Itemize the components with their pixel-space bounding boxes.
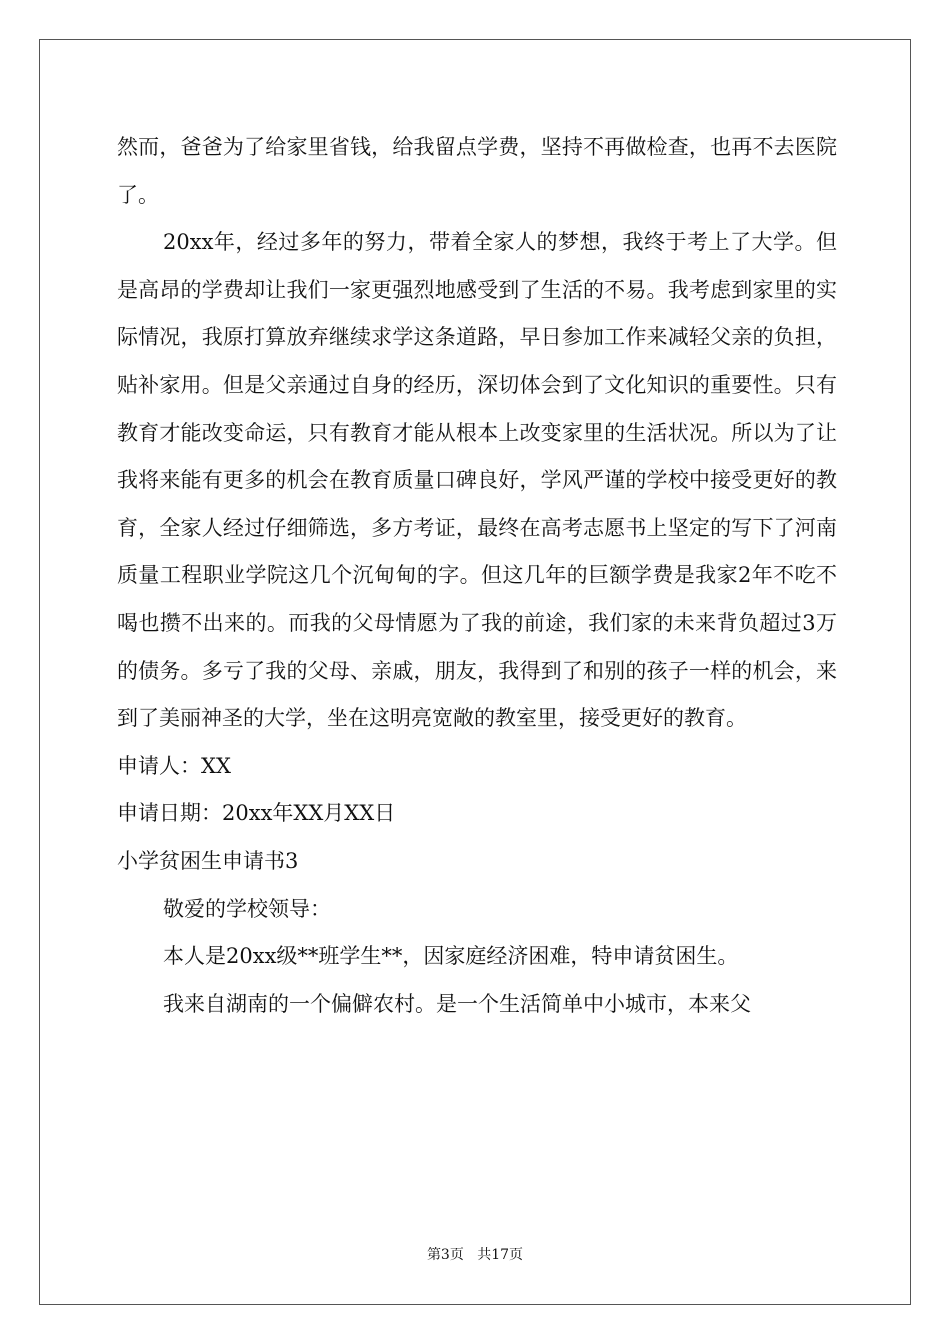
section-title: 小学贫困生申请书3 [117, 848, 299, 873]
page-total: 共17页 [477, 1247, 524, 1263]
page-footer [0, 1244, 950, 1264]
body-line-1: 本人是20xx级**班学生**，因家庭经济困难，特申请贫困生。 [163, 944, 739, 969]
paragraph-2: 20xx年，经过多年的努力，带着全家人的梦想，我终于考上了大学。但是高昂的学费却让我们一家更强烈地感受到了生活的不易。我考虑到家里的实际情况，我原打算放弃继续求学这条道路，早日参加工作来减轻父亲的负担，贴补家用。但是父亲通过自身的经历，深切体会到了文化知识的重要性。只有教育才能改变命运，只有教育才能从根本上改变家里的生活状况。所以为了让我将来能有更多的机会在教育质量口碑良好，学风严谨的学校中接受更好的教育，全家人经过仔细筛选，多方考证，最终在高考志愿书上坚定的写下了河南质量工程职业学院这几个沉甸甸的字。但这几年的巨额学费是我家2年不吃不喝也攒不出来的。而我的父母情愿为了我的前途，我们家的未来背负超过3万的债务。多亏了我的父母、亲戚，朋友，我得到了和别的孩子一样的机会，来到了美丽神圣的大学，坐在这明亮宽敞的教室里，接受更好的教育。 [117, 230, 837, 731]
document-body [117, 124, 837, 1028]
apply-date-line: 申请日期：20xx年XX月XX日 [117, 801, 396, 826]
body-line-2: 我来自湖南的一个偏僻农村。是一个生活简单中小城市，本来父 [163, 991, 751, 1016]
applicant-line: 申请人：XX [117, 753, 231, 778]
paragraph-1: 然而，爸爸为了给家里省钱，给我留点学费，坚持不再做检查，也再不去医院了。 [117, 135, 837, 207]
salutation: 敬爱的学校领导： [163, 896, 331, 921]
page-number: 第3页 [426, 1247, 464, 1263]
